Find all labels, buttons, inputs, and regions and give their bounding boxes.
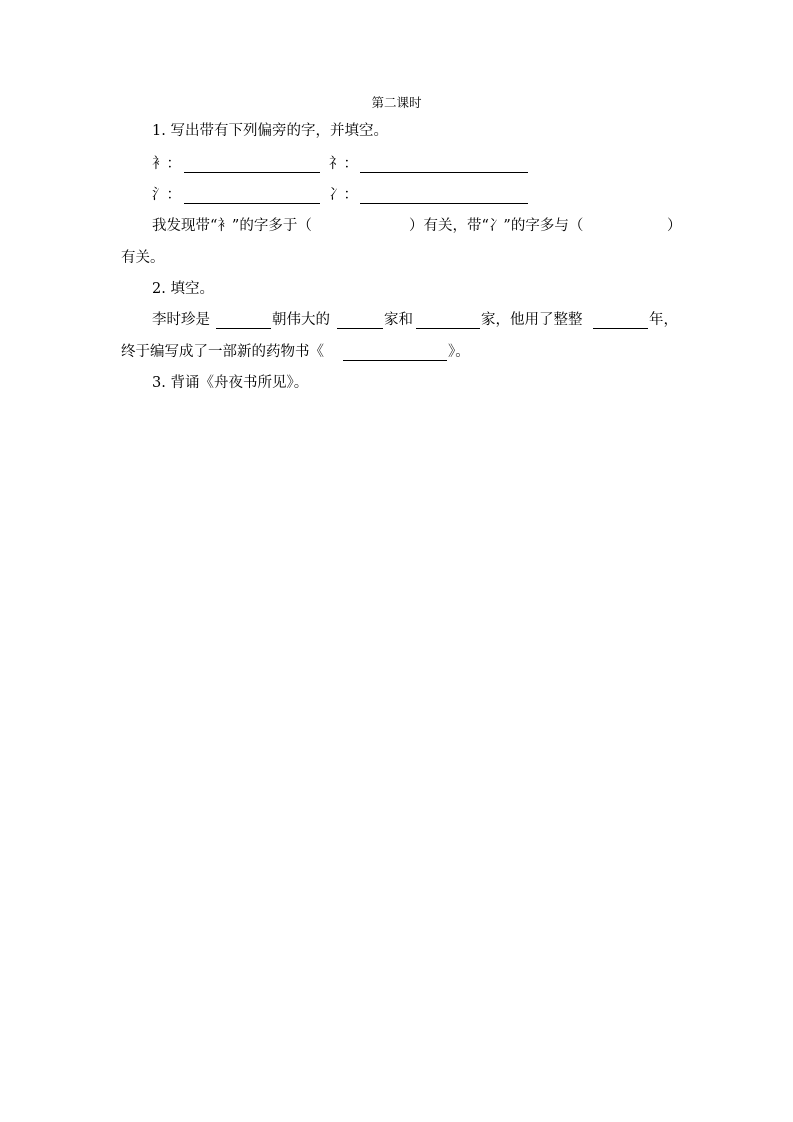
q2-text-2: 朝伟大的 <box>272 312 330 328</box>
q2-text-6: 终于编写成了一部新的药物书《 <box>121 344 324 360</box>
q2-text-5: 年， <box>649 312 678 328</box>
answer-blank-shi[interactable] <box>360 172 528 173</box>
fill-sentence-part-b: ）有关，带“冫”的字多与（ <box>409 218 584 234</box>
q2-text-4: 家，他用了整整 <box>481 312 583 328</box>
page-title: 第二课时 <box>371 95 422 110</box>
radical-label-san-dian-shui: 氵： <box>152 187 181 203</box>
q2-blank-profession-1[interactable] <box>337 328 383 329</box>
q2-blank-dynasty[interactable] <box>216 328 271 329</box>
q2-blank-book-title[interactable] <box>343 360 447 361</box>
q2-text-7: 》。 <box>448 344 470 360</box>
radical-label-yi: 衤： <box>152 156 181 172</box>
fill-sentence-part-c: ） <box>667 218 682 234</box>
fill-sentence-part-d: 有关。 <box>121 250 165 266</box>
answer-blank-yi[interactable] <box>184 172 320 173</box>
answer-blank-san-dian-shui[interactable] <box>184 203 320 204</box>
q2-text-3: 家和 <box>384 312 413 328</box>
question-2-prompt: 2. 填空。 <box>152 281 214 297</box>
fill-sentence-part-a: 我发现带“衤”的字多于（ <box>152 218 312 234</box>
radical-label-shi: 礻： <box>329 156 358 172</box>
question-3-prompt: 3. 背诵《舟夜书所见》。 <box>152 375 309 391</box>
question-1-prompt: 1. 写出带有下列偏旁的字，并填空。 <box>152 123 388 139</box>
answer-blank-liang-dian-shui[interactable] <box>360 203 528 204</box>
q2-blank-profession-2[interactable] <box>416 328 480 329</box>
q2-blank-years[interactable] <box>593 328 648 329</box>
radical-label-liang-dian-shui: 冫： <box>329 187 358 203</box>
q2-text-1: 李时珍是 <box>152 312 210 328</box>
